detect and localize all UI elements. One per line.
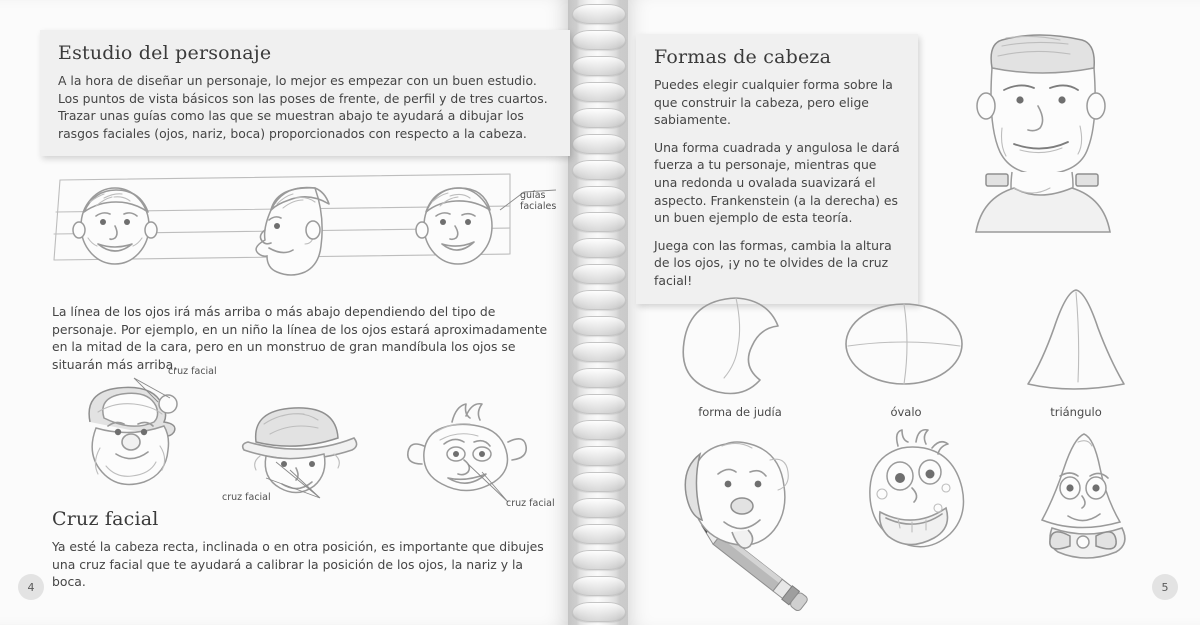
- shape-caption-oval: óvalo: [890, 405, 922, 419]
- spiral-binding: [568, 0, 628, 625]
- monster-character-sketch: [842, 426, 992, 566]
- right-paragraph-1: Puedes elegir cualquier forma sobre la que construir la cabeza, pero elige sabiamente.: [654, 77, 893, 128]
- intro-note-card: [40, 30, 570, 156]
- frankenstein-illustration: [940, 24, 1170, 239]
- cruz-facial-label-2: cruz facial: [222, 492, 271, 503]
- right-paragraph-2: Una forma cuadrada y angulosa le dará fuerza a tu personaje, mientras que una redonda u ovalada suavizará el aspecto. Frankenstein (a la derecha) es un buen ejemplo de esta teoría.: [654, 139, 900, 226]
- shape-oval-illustration: [840, 296, 970, 396]
- left-middle-paragraph-block: [52, 303, 552, 373]
- dog-character-sketch: [670, 428, 820, 568]
- three-views-illustration: [40, 172, 540, 292]
- left-section-paragraph-lineaojos: La línea de los ojos irá más arriba o más abajo dependiendo del tipo de personaje. Por ejemplo, en un niño la línea de los ojos estará aproximadamente en la mitad de la cara, pero en un monstruo de gran mandíbula los ojos se situarán más arriba.: [52, 304, 548, 372]
- cruz-facial-section: [52, 508, 552, 591]
- left-section-paragraph-cruzfacial: Ya esté la cabeza recta, inclinada o en otra posición, es importante que dibujes una cruz facial que te ayudará a calibrar la posición de los ojos, la nariz y la boca.: [52, 539, 544, 590]
- left-section-title-estudio: Estudio del personaje: [58, 42, 272, 64]
- bowtie-character-sketch: [1012, 426, 1162, 566]
- cruz-facial-label-1: cruz facial: [168, 366, 217, 377]
- left-section-title-cruzfacial: Cruz facial: [52, 508, 159, 530]
- guides-facial-label-line2: faciales: [520, 201, 557, 213]
- formas-note-card: [636, 34, 918, 304]
- guides-facial-label-line1: guías: [520, 190, 546, 201]
- cruz-facial-label-3: cruz facial: [506, 498, 555, 509]
- shape-caption-bean: forma de judía: [698, 405, 782, 419]
- cruz-facial-leader-1: [130, 372, 200, 420]
- guides-facial-label: [520, 190, 556, 213]
- page-number-right: 5: [1152, 574, 1178, 600]
- page-number-left: 4: [18, 574, 44, 600]
- left-section-paragraph-estudio: A la hora de diseñar un personaje, lo mejor es empezar con un buen estudio. Los puntos de vista básicos son las poses de frente, de perfil y de tres cuartos. Trazar unas guías como las que se muestran abajo te ayudará a dibujar los rasgos faciales (ojos, nariz, boca) proporcionados con respecto a la cabeza.: [58, 73, 548, 141]
- right-section-title-formas: Formas de cabeza: [654, 46, 832, 68]
- shape-triangle-illustration: [1010, 284, 1140, 396]
- shape-caption-triangle: triángulo: [1050, 405, 1102, 419]
- right-paragraph-3: Juega con las formas, cambia la altura de los ojos, ¡y no te olvides de la cruz facial!: [654, 237, 892, 289]
- shape-bean-illustration: [672, 292, 802, 400]
